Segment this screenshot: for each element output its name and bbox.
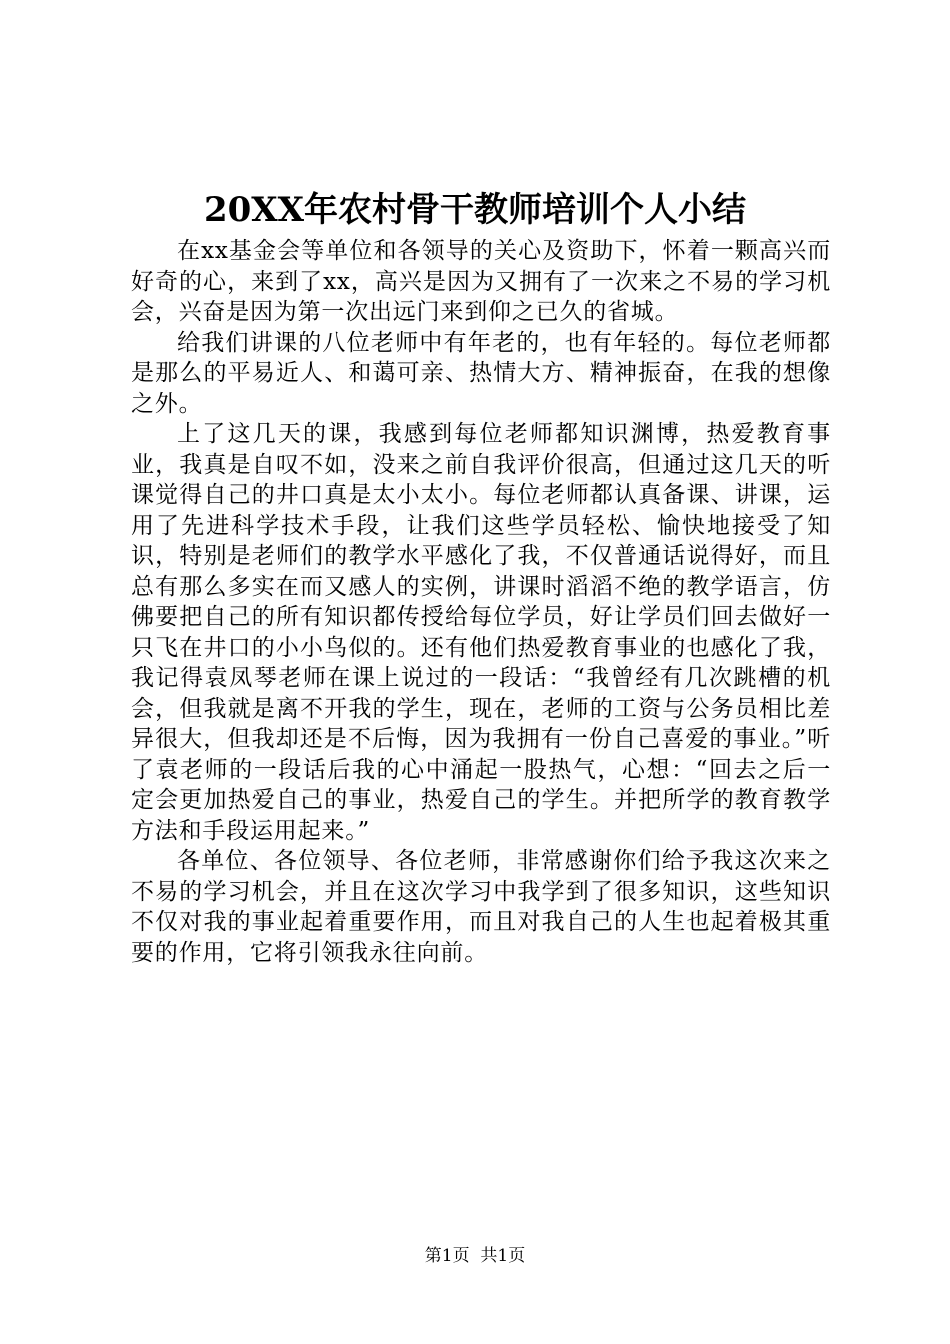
document-body (131, 236, 831, 968)
paragraph-4: 各单位、各位领导、各位老师，非常感谢你们给予我这次来之不易的学习机会，并且在这次学习中我学到了很多知识，这些知识不仅对我的事业起着重要作用，而且对我自己的人生也起着极其重要的作用，它将引领我永往向前。 (131, 848, 831, 966)
paragraph-1: 在xx基金会等单位和各领导的关心及资助下，怀着一颗高兴而好奇的心，来到了xx，高兴是因为又拥有了一次来之不易的学习机会，兴奋是因为第一次出远门来到仰之已久的省城。 (131, 238, 831, 325)
page-total: 共1页 (480, 1246, 526, 1266)
paragraph-3: 上了这几天的课，我感到每位老师都知识渊博，热爱教育事业，我真是自叹不如，没来之前自我评价很高，但通过这几天的听课觉得自己的井口真是太小太小。每位老师都认真备课、讲课，运用了先进科学技术手段，让我们这些学员轻松、愉快地接受了知识，特别是老师们的教学水平感化了我，不仅普通话说得好，而且总有那么多实在而又感人的实例，讲课时滔滔不绝的教学语言，仿佛要把自己的所有知识都传授给每位学员，好让学员们回去做好一只飞在井口的小小鸟似的。还有他们热爱教育事业的也感化了我，我记得袁凤琴老师在课上说过的一段话：“我曾经有几次跳槽的机会，但我就是离不开我的学生，现在，老师的工资与公务员相比差异很大，但我却还是不后悔，因为我拥有一份自己喜爱的事业。”听了袁老师的一段话后我的心中涌起一股热气，心想：“回去之后一定会更加热爱自己的事业，热爱自己的学生。并把所学的教育教学方法和手段运用起来。” (131, 421, 831, 844)
page-footer (0, 1244, 950, 1268)
page-title: 20XX年农村骨干教师培训个人小结 (203, 190, 747, 230)
footer-spacer (470, 1246, 481, 1266)
page-number: 第1页 (424, 1246, 470, 1266)
paragraph-2: 给我们讲课的八位老师中有年老的，也有年轻的。每位老师都是那么的平易近人、和蔼可亲、热情大方、精神振奋，在我的想像之外。 (131, 329, 831, 417)
